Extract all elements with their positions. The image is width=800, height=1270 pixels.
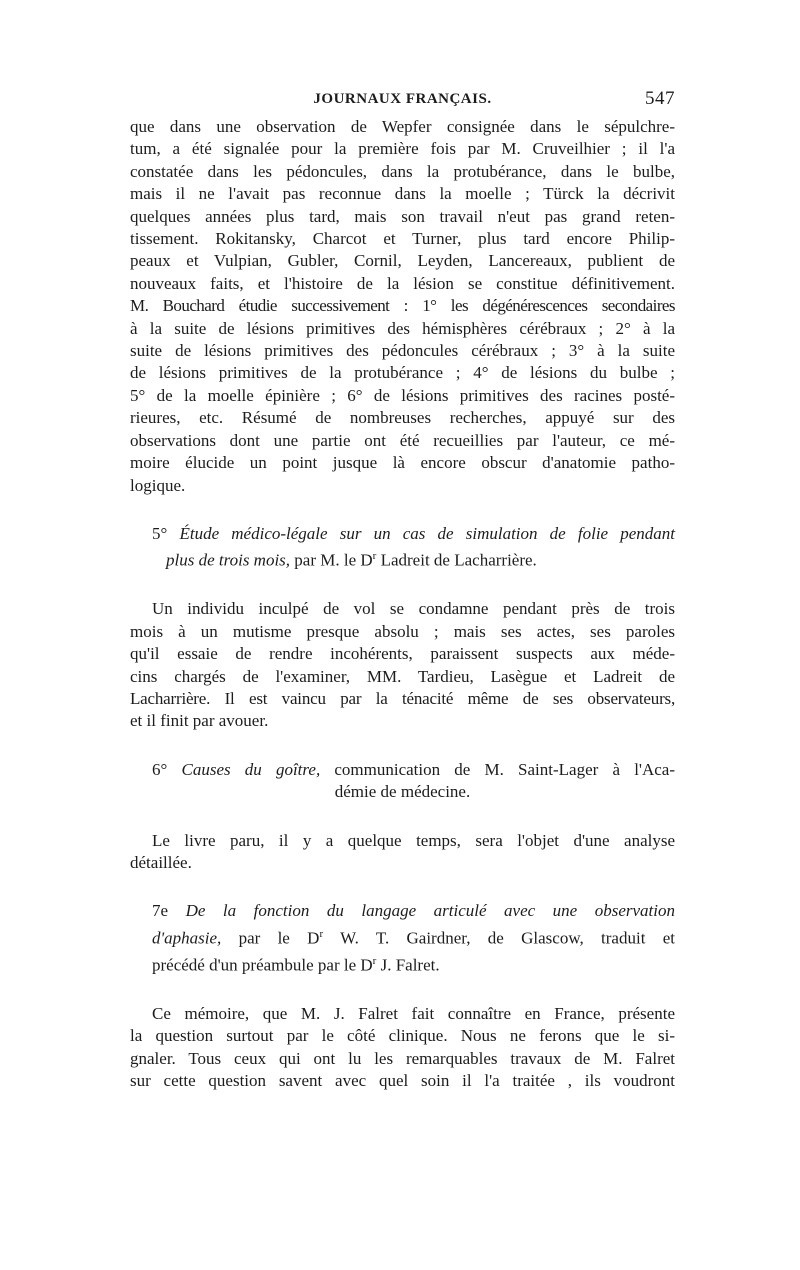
running-head: [130, 88, 675, 116]
text-line: tum, a été signalée pour la première fois par M. Cruveilhier ; il l'a: [130, 139, 675, 159]
entry-7-title-line: [130, 923, 675, 950]
entry-translator: J. Falret.: [376, 955, 440, 975]
text-line: peaux et Vulpian, Gubler, Cornil, Leyden, Lancereaux, publient de: [130, 251, 675, 271]
text-line: suite de lésions primitives des pédoncules cérébraux ; 3° à la suite: [130, 341, 675, 361]
entry-author: Ladreit de Lacharrière.: [376, 550, 537, 570]
text-line: Lacharrière. Il est vaincu par la ténacité même de ses observateurs,: [130, 689, 675, 708]
entry-author-prefix: par le D: [221, 928, 320, 948]
entry-author-prefix: par M. le D: [290, 550, 373, 570]
entry-5-title-line: [130, 545, 675, 572]
paragraph-goitre: [130, 830, 675, 875]
entry-number: 5°: [152, 523, 168, 543]
dr-superscript: r: [372, 550, 377, 563]
text-line: qu'il essaie de rendre incohérents, paraissent suspects aux méde-: [130, 644, 675, 664]
paragraph-bouchard: [130, 116, 675, 497]
entry-title: De la fonction du langage articulé avec une observation: [185, 901, 676, 921]
text-line: logique.: [130, 475, 186, 495]
entry-7-heading: [130, 900, 675, 977]
text-line: tissement. Rokitansky, Charcot et Turner, plus tard encore Philip-: [130, 229, 675, 249]
entry-6-title-line: démie de médecine.: [334, 782, 471, 802]
entry-title: Étude médico-légale sur un cas de simulation de folie pendant: [179, 523, 675, 543]
text-line: gnaler. Tous ceux qui ont lu les remarquables travaux de M. Falret: [130, 1048, 675, 1068]
entry-title: plus de trois mois,: [166, 550, 291, 570]
text-line: nouveaux faits, et l'histoire de la lésion se constitue définitivement.: [130, 273, 675, 293]
journal-page: [130, 88, 675, 1093]
text-line: rieures, etc. Résumé de nombreuses recherches, appuyé sur des: [130, 408, 675, 428]
text-line: Un individu inculpé de vol se condamne pendant près de trois: [152, 599, 675, 619]
entry-6-title-line: [130, 759, 675, 781]
text-line: la question surtout par le côté clinique. Nous ne ferons que le si-: [130, 1026, 675, 1046]
text-line: cins chargés de l'examiner, MM. Tardieu, Lasègue et Ladreit de: [130, 666, 675, 686]
running-title: JOURNAUX FRANÇAIS.: [313, 91, 492, 107]
entry-title: Causes du goître,: [181, 759, 321, 779]
text-line: M. Bouchard étudie successivement : 1° les dégénérescences secondaires: [130, 296, 675, 316]
text-line: de lésions primitives de la protubérance ; 4° de lésions du bulbe ;: [130, 363, 675, 383]
text-line: Ce mémoire, que M. J. Falret fait connaître en France, présente: [152, 1003, 675, 1023]
text-line: que dans une observation de Wepfer consignée dans le sépulchre-: [130, 117, 675, 136]
text-line: constatée dans les pédoncules, dans la protubérance, dans le bulbe,: [130, 161, 675, 181]
entry-6-heading: [130, 759, 675, 804]
entry-translator-prefix: précédé d'un préambule par le D: [152, 955, 373, 975]
entry-number: 7e: [152, 901, 169, 921]
entry-author: W. T. Gairdner, de Glascow, traduit et: [323, 928, 675, 948]
text-line: mois à un mutisme presque absolu ; mais ses actes, ses paroles: [130, 621, 675, 641]
text-line: sur cette question savent avec quel soin il l'a traitée , ils voudront: [130, 1071, 675, 1091]
entry-5-title-line: [130, 523, 675, 545]
text-line: à la suite de lésions primitives des hémisphères cérébraux ; 2° à la: [130, 318, 675, 338]
entry-7-title-line: [130, 900, 675, 922]
text-line: Le livre paru, il y a quelque temps, sera l'objet d'une analyse: [152, 830, 675, 850]
paragraph-falret: [130, 1003, 675, 1093]
dr-superscript: r: [372, 954, 377, 967]
page-number: 547: [645, 88, 675, 109]
text-line: mais il ne l'avait pas reconnue dans la moelle ; Türck la décrivit: [130, 184, 675, 204]
paragraph-simulation: [130, 598, 675, 732]
text-line: observations dont une partie ont été recueillies par l'auteur, ce mé-: [130, 430, 675, 450]
text-line: détaillée.: [130, 853, 192, 873]
entry-number: 6°: [152, 759, 168, 779]
entry-7-title-line: [130, 950, 675, 977]
entry-5-heading: [130, 523, 675, 572]
entry-author: communication de M. Saint-Lager à l'Aca-: [320, 759, 676, 779]
entry-title: d'aphasie,: [152, 928, 222, 948]
text-line: quelques années plus tard, mais son travail n'eut pas grand reten-: [130, 206, 675, 226]
text-line: moire élucide un point jusque là encore obscur d'anatomie patho-: [130, 453, 675, 473]
text-line: 5° de la moelle épinière ; 6° de lésions primitives des racines posté-: [130, 385, 675, 405]
dr-superscript: r: [319, 927, 324, 940]
text-line: et il finit par avouer.: [130, 711, 269, 731]
